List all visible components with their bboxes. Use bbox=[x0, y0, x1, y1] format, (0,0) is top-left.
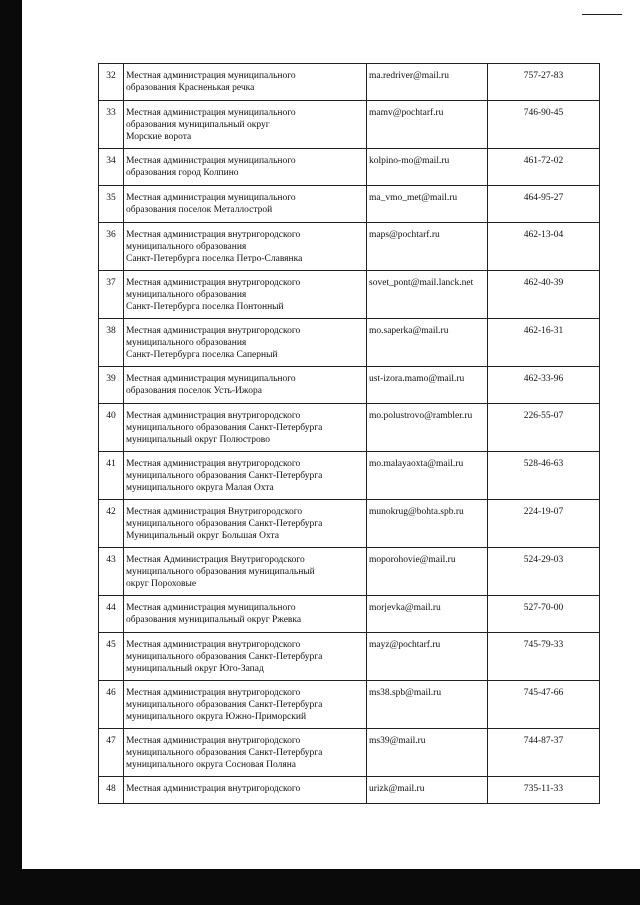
row-number: 44 bbox=[99, 596, 124, 633]
organization-name-line: образования город Колпино bbox=[126, 168, 239, 178]
phone-number: 757-27-83 bbox=[488, 64, 600, 101]
organization-name bbox=[124, 223, 367, 271]
email-address: mayz@pochtarf.ru bbox=[367, 633, 488, 681]
organization-name-line: Местная администрация внутригородского bbox=[126, 230, 301, 240]
phone-number: 462-40-39 bbox=[488, 271, 600, 319]
phone-number: 528-46-63 bbox=[488, 452, 600, 500]
organization-name-line: Местная администрация внутригородского bbox=[126, 736, 301, 746]
email-address: maps@pochtarf.ru bbox=[367, 223, 488, 271]
table-row bbox=[99, 596, 600, 633]
table-row bbox=[99, 223, 600, 271]
organization-name-line: Местная администрация внутригородского bbox=[126, 326, 301, 336]
organization-name-line: Местная администрация муниципального bbox=[126, 156, 296, 166]
administrations-table bbox=[98, 63, 600, 804]
organization-name bbox=[124, 64, 367, 101]
organization-name-line: муниципального образования bbox=[126, 338, 247, 348]
table-row bbox=[99, 729, 600, 777]
table-row bbox=[99, 633, 600, 681]
organization-name-line: муниципального образования Санкт-Петербурга bbox=[126, 519, 323, 529]
organization-name-line: Местная администрация внутригородского bbox=[126, 411, 301, 421]
organization-name-line: Местная Администрация Внутригородского bbox=[126, 555, 305, 565]
organization-name-line: муниципальный округ Полюстрово bbox=[126, 435, 270, 445]
table-row bbox=[99, 367, 600, 404]
email-address: mo.polustrovo@rambler.ru bbox=[367, 404, 488, 452]
table-body bbox=[99, 64, 600, 804]
email-address: ms38.spb@mail.ru bbox=[367, 681, 488, 729]
email-address: sovet_pont@mail.lanck.net bbox=[367, 271, 488, 319]
organization-name-line: муниципального образования bbox=[126, 290, 247, 300]
phone-number: 224-19-07 bbox=[488, 500, 600, 548]
email-address: ust-izora.mamo@mail.ru bbox=[367, 367, 488, 404]
table-row bbox=[99, 319, 600, 367]
table-row bbox=[99, 681, 600, 729]
organization-name-line: муниципального образования Санкт-Петербурга bbox=[126, 748, 323, 758]
organization-name-line: Местная администрация муниципального bbox=[126, 193, 296, 203]
email-address: mamv@pochtarf.ru bbox=[367, 101, 488, 149]
table-row bbox=[99, 548, 600, 596]
organization-name-line: Морские ворота bbox=[126, 132, 192, 142]
organization-name-line: муниципального округа Южно-Приморский bbox=[126, 712, 307, 722]
row-number: 39 bbox=[99, 367, 124, 404]
phone-number: 464-95-27 bbox=[488, 186, 600, 223]
email-address: munokrug@bohta.spb.ru bbox=[367, 500, 488, 548]
row-number: 47 bbox=[99, 729, 124, 777]
organization-name-line: Санкт-Петербурга поселка Саперный bbox=[126, 350, 278, 360]
row-number: 36 bbox=[99, 223, 124, 271]
email-address: ma_vmo_met@mail.ru bbox=[367, 186, 488, 223]
organization-name-line: муниципального образования Санкт-Петербурга bbox=[126, 471, 323, 481]
organization-name-line: образования Красненькая речка bbox=[126, 83, 255, 93]
row-number: 35 bbox=[99, 186, 124, 223]
organization-name-line: муниципального округа Сосновая Поляна bbox=[126, 760, 296, 770]
phone-number: 461-72-02 bbox=[488, 149, 600, 186]
organization-name-line: Муниципальный округ Большая Охта bbox=[126, 531, 279, 541]
email-address: kolpino-mo@mail.ru bbox=[367, 149, 488, 186]
phone-number: 462-16-31 bbox=[488, 319, 600, 367]
row-number: 41 bbox=[99, 452, 124, 500]
organization-name-line: муниципальный округ Юго-Запад bbox=[126, 664, 264, 674]
email-address: urizk@mail.ru bbox=[367, 777, 488, 804]
phone-number: 746-90-45 bbox=[488, 101, 600, 149]
email-address: ms39@mail.ru bbox=[367, 729, 488, 777]
organization-name-line: округ Пороховые bbox=[126, 579, 197, 589]
organization-name-line: Местная администрация внутригородского bbox=[126, 784, 301, 794]
organization-name-line: Местная администрация муниципального bbox=[126, 603, 296, 613]
organization-name bbox=[124, 404, 367, 452]
phone-number: 745-47-66 bbox=[488, 681, 600, 729]
phone-number: 462-13-04 bbox=[488, 223, 600, 271]
organization-name-line: Местная администрация муниципального bbox=[126, 374, 296, 384]
table-row bbox=[99, 271, 600, 319]
phone-number: 527-70-00 bbox=[488, 596, 600, 633]
row-number: 34 bbox=[99, 149, 124, 186]
row-number: 43 bbox=[99, 548, 124, 596]
organization-name-line: Санкт-Петербурга поселка Петро-Славянка bbox=[126, 254, 303, 264]
table-row bbox=[99, 149, 600, 186]
organization-name-line: Местная администрация внутригородского bbox=[126, 688, 301, 698]
table-row bbox=[99, 64, 600, 101]
row-number: 48 bbox=[99, 777, 124, 804]
phone-number: 462-33-96 bbox=[488, 367, 600, 404]
table-row bbox=[99, 500, 600, 548]
row-number: 46 bbox=[99, 681, 124, 729]
scan-bottom-border bbox=[0, 869, 640, 905]
phone-number: 745-79-33 bbox=[488, 633, 600, 681]
organization-name bbox=[124, 596, 367, 633]
organization-name-line: Местная администрация внутригородского bbox=[126, 278, 301, 288]
organization-name-line: Местная администрация Внутригородского bbox=[126, 507, 303, 517]
email-address: ma.redriver@mail.ru bbox=[367, 64, 488, 101]
phone-number: 735-11-33 bbox=[488, 777, 600, 804]
table-row bbox=[99, 452, 600, 500]
row-number: 38 bbox=[99, 319, 124, 367]
organization-name bbox=[124, 548, 367, 596]
table-row bbox=[99, 777, 600, 804]
organization-name bbox=[124, 271, 367, 319]
row-number: 42 bbox=[99, 500, 124, 548]
organization-name-line: Местная администрация внутригородского bbox=[126, 640, 301, 650]
row-number: 32 bbox=[99, 64, 124, 101]
organization-name-line: Местная администрация муниципального bbox=[126, 71, 296, 81]
table-row bbox=[99, 186, 600, 223]
organization-name-line: образования поселок Усть-Ижора bbox=[126, 386, 262, 396]
table-row bbox=[99, 101, 600, 149]
email-address: morjevka@mail.ru bbox=[367, 596, 488, 633]
organization-name-line: муниципального образования Санкт-Петербурга bbox=[126, 700, 323, 710]
organization-name-line: муниципального образования Санкт-Петербурга bbox=[126, 423, 323, 433]
organization-name-line: муниципального образования муниципальный bbox=[126, 567, 315, 577]
organization-name-line: муниципального округа Малая Охта bbox=[126, 483, 274, 493]
organization-name bbox=[124, 149, 367, 186]
organization-name-line: образования муниципальный округ Ржевка bbox=[126, 615, 302, 625]
email-address: mo.saperka@mail.ru bbox=[367, 319, 488, 367]
organization-name-line: образования поселок Металлострой bbox=[126, 205, 273, 215]
scan-corner-line bbox=[582, 14, 622, 15]
organization-name-line: муниципального образования Санкт-Петербурга bbox=[126, 652, 323, 662]
organization-name bbox=[124, 500, 367, 548]
organization-name bbox=[124, 101, 367, 149]
organization-name-line: муниципального образования bbox=[126, 242, 247, 252]
organization-name bbox=[124, 729, 367, 777]
organization-name bbox=[124, 681, 367, 729]
organization-name bbox=[124, 777, 367, 804]
organization-name bbox=[124, 319, 367, 367]
email-address: moporohovie@mail.ru bbox=[367, 548, 488, 596]
email-address: mo.malayaoxta@mail.ru bbox=[367, 452, 488, 500]
organization-name bbox=[124, 633, 367, 681]
phone-number: 744-87-37 bbox=[488, 729, 600, 777]
table-row bbox=[99, 404, 600, 452]
row-number: 33 bbox=[99, 101, 124, 149]
organization-name-line: Местная администрация муниципального bbox=[126, 108, 296, 118]
phone-number: 524-29-03 bbox=[488, 548, 600, 596]
organization-name-line: Санкт-Петербурга поселка Понтонный bbox=[126, 302, 284, 312]
row-number: 37 bbox=[99, 271, 124, 319]
organization-name bbox=[124, 367, 367, 404]
phone-number: 226-55-07 bbox=[488, 404, 600, 452]
organization-name bbox=[124, 452, 367, 500]
organization-name bbox=[124, 186, 367, 223]
scan-left-border bbox=[0, 0, 22, 905]
organization-name-line: образования муниципальный округ bbox=[126, 120, 270, 130]
row-number: 45 bbox=[99, 633, 124, 681]
organization-name-line: Местная администрация внутригородского bbox=[126, 459, 301, 469]
row-number: 40 bbox=[99, 404, 124, 452]
